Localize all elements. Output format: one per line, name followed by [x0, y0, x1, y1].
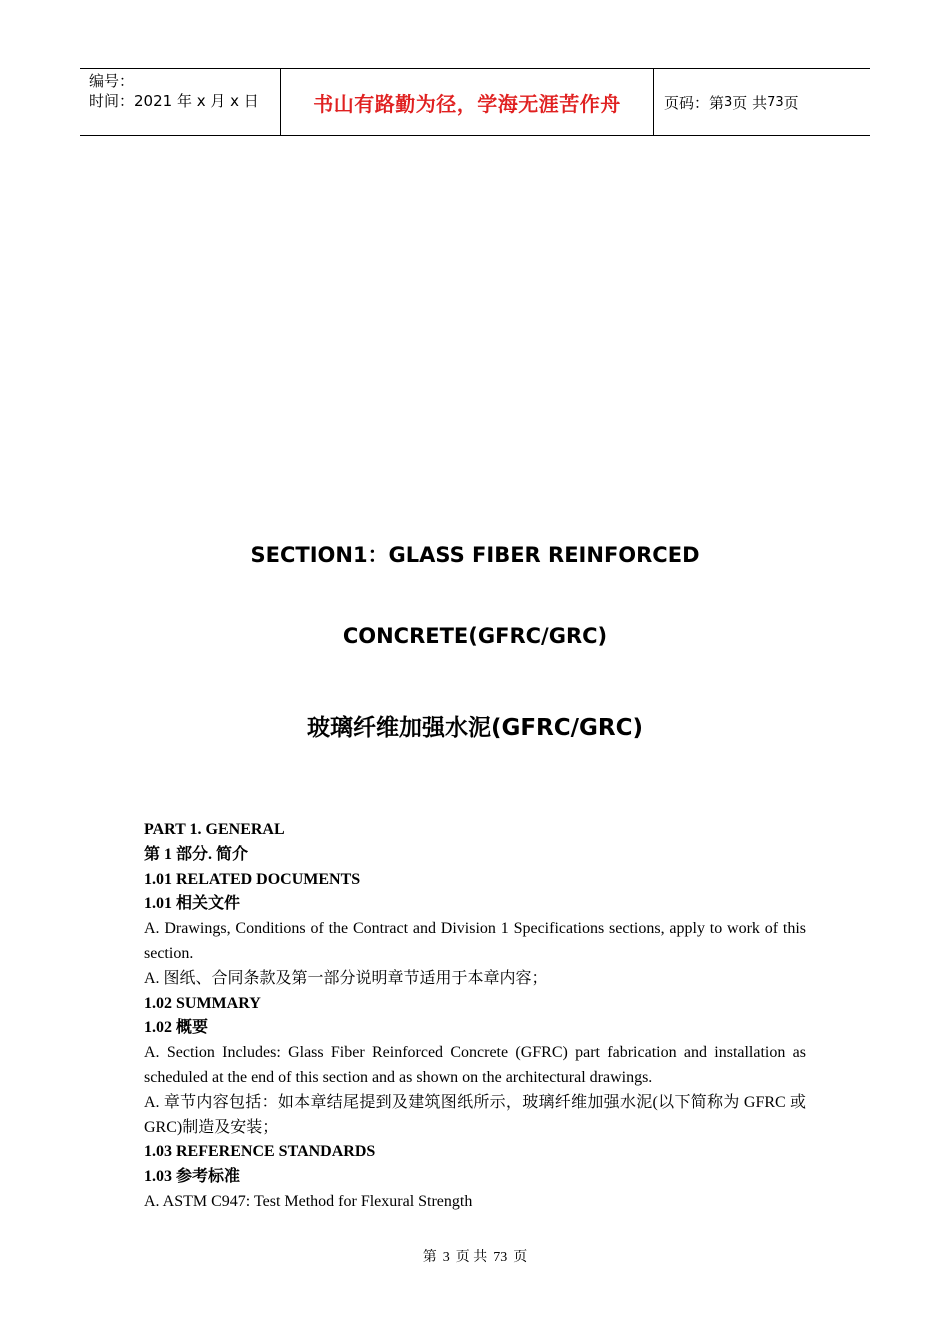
paragraph-1-02-a-en: A. Section Includes: Glass Fiber Reinforced Concrete (GFRC) part fabrication and installation as scheduled at the end of this section and as shown on the architectural drawings.	[144, 1044, 806, 1086]
page-mid: 页 共	[732, 93, 768, 112]
heading-1-01-en: 1.01 RELATED DOCUMENTS	[144, 870, 361, 888]
footer-current: 3	[442, 1250, 450, 1265]
header-page-number	[654, 69, 870, 135]
document-time: 时间：2021 年 x 月 x 日	[89, 92, 259, 110]
header-motto: 书山有路勤为径，学海无涯苦作舟	[281, 69, 654, 135]
paragraph-1-01-a-cn: A. 图纸、合同条款及第一部分说明章节适用于本章内容；	[144, 969, 548, 987]
page-current: 3	[724, 94, 733, 110]
document-body	[144, 818, 806, 1215]
page-suffix: 页	[783, 93, 799, 112]
document-number-label: 编号：	[89, 72, 135, 90]
page-footer	[0, 1246, 950, 1266]
part-heading-cn: 第 1 部分. 简介	[144, 845, 249, 863]
section-title-chinese: 玻璃纤维加强水泥(GFRC/GRC)	[306, 715, 644, 741]
heading-1-03-en: 1.03 REFERENCE STANDARDS	[144, 1143, 376, 1161]
page-prefix: 页码：第	[664, 93, 725, 112]
footer-mid: 页 共	[455, 1250, 488, 1265]
page-header	[80, 68, 870, 136]
section-title-line2: CONCRETE(GFRC/GRC)	[342, 624, 608, 648]
paragraph-1-03-a-en: A. ASTM C947: Test Method for Flexural Strength	[144, 1192, 473, 1210]
heading-1-02-en: 1.02 SUMMARY	[144, 994, 261, 1012]
page-total: 73	[767, 94, 784, 110]
section-title-line1: SECTION1：GLASS FIBER REINFORCED	[250, 543, 700, 567]
footer-prefix: 第	[422, 1250, 437, 1265]
heading-1-02-cn: 1.02 概要	[144, 1019, 209, 1037]
paragraph-1-02-a-cn: A. 章节内容包括：如本章结尾提到及建筑图纸所示，玻璃纤维加强水泥(以下简称为 GFRC 或 GRC)制造及安装；	[144, 1093, 806, 1136]
part-heading-en: PART 1. GENERAL	[144, 821, 285, 838]
footer-suffix: 页	[513, 1250, 528, 1265]
heading-1-01-cn: 1.01 相关文件	[144, 895, 241, 913]
footer-total: 73	[493, 1250, 508, 1265]
header-meta	[80, 69, 281, 135]
paragraph-1-01-a-en: A. Drawings, Conditions of the Contract and Division 1 Specifications sections, apply to work of this section.	[144, 920, 806, 962]
heading-1-03-cn: 1.03 参考标准	[144, 1168, 241, 1186]
